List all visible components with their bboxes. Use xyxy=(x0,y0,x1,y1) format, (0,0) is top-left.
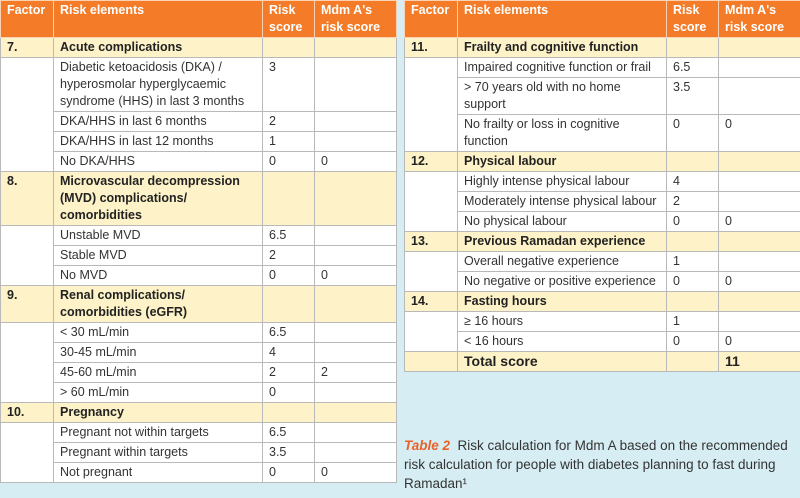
risk-score: 6.5 xyxy=(263,323,315,343)
risk-score: 3 xyxy=(263,58,315,112)
total-cell xyxy=(667,352,719,372)
risk-element: Moderately intense physical labour xyxy=(458,192,667,212)
risk-score: 6.5 xyxy=(263,226,315,246)
mdm-risk-score: 0 xyxy=(719,272,800,292)
section-mdm-cell xyxy=(719,292,800,312)
risk-element: No DKA/HHS xyxy=(54,152,263,172)
risk-element: Stable MVD xyxy=(54,246,263,266)
risk-score: 0 xyxy=(263,152,315,172)
mdm-risk-score xyxy=(315,443,397,463)
risk-score: 0 xyxy=(263,463,315,483)
factor-spacer xyxy=(405,312,458,352)
header-factor: Factor xyxy=(1,1,54,38)
total-value: 11 xyxy=(719,352,800,372)
table-row xyxy=(405,312,800,332)
risk-score: 2 xyxy=(263,246,315,266)
mdm-risk-score: 2 xyxy=(315,363,397,383)
header-mdm-score: Mdm A's risk score xyxy=(315,1,397,38)
risk-table-left xyxy=(0,0,397,483)
header-factor: Factor xyxy=(405,1,458,38)
risk-score: 4 xyxy=(263,343,315,363)
risk-element: No physical labour xyxy=(458,212,667,232)
risk-element: No frailty or loss in cognitive function xyxy=(458,115,667,152)
factor-spacer xyxy=(1,226,54,286)
factor-number: 13. xyxy=(405,232,458,252)
section-row xyxy=(405,152,800,172)
section-mdm-cell xyxy=(719,38,800,58)
risk-score: 0 xyxy=(667,332,719,352)
section-title: Microvascular decompression (MVD) complications/ comorbidities xyxy=(54,172,263,226)
caption-title: Table 2 xyxy=(404,438,451,453)
risk-score: 1 xyxy=(667,252,719,272)
table-row xyxy=(1,112,397,132)
section-score-cell xyxy=(263,403,315,423)
mdm-risk-score xyxy=(719,192,800,212)
header-risk-score: Risk score xyxy=(263,1,315,38)
table-row xyxy=(1,423,397,443)
risk-element: < 16 hours xyxy=(458,332,667,352)
section-score-cell xyxy=(667,152,719,172)
risk-element: DKA/HHS in last 6 months xyxy=(54,112,263,132)
section-score-cell xyxy=(263,172,315,226)
section-title: Physical labour xyxy=(458,152,667,172)
header-row xyxy=(405,1,800,38)
section-title: Previous Ramadan experience xyxy=(458,232,667,252)
factor-spacer xyxy=(405,58,458,152)
table-row xyxy=(1,226,397,246)
section-mdm-cell xyxy=(315,286,397,323)
total-row xyxy=(405,352,800,372)
risk-score: 6.5 xyxy=(263,423,315,443)
risk-element: Not pregnant xyxy=(54,463,263,483)
total-label: Total score xyxy=(458,352,667,372)
risk-score: 3.5 xyxy=(263,443,315,463)
factor-number: 12. xyxy=(405,152,458,172)
risk-element: > 60 mL/min xyxy=(54,383,263,403)
section-row xyxy=(405,292,800,312)
table-row xyxy=(1,363,397,383)
header-row xyxy=(1,1,397,38)
header-mdm-score: Mdm A's risk score xyxy=(719,1,800,38)
risk-element: 30-45 mL/min xyxy=(54,343,263,363)
risk-element: Pregnant within targets xyxy=(54,443,263,463)
factor-spacer xyxy=(1,58,54,172)
mdm-risk-score: 0 xyxy=(315,463,397,483)
table-row xyxy=(405,192,800,212)
factor-number: 14. xyxy=(405,292,458,312)
table-row xyxy=(1,246,397,266)
risk-score: 3.5 xyxy=(667,78,719,115)
section-row xyxy=(1,172,397,226)
header-risk-score: Risk score xyxy=(667,1,719,38)
mdm-risk-score xyxy=(719,58,800,78)
risk-score: 1 xyxy=(667,312,719,332)
table-row xyxy=(1,152,397,172)
risk-score: 6.5 xyxy=(667,58,719,78)
table-row xyxy=(1,323,397,343)
risk-element: Highly intense physical labour xyxy=(458,172,667,192)
section-mdm-cell xyxy=(315,403,397,423)
section-row xyxy=(1,286,397,323)
section-score-cell xyxy=(667,38,719,58)
mdm-risk-score xyxy=(315,383,397,403)
section-mdm-cell xyxy=(719,152,800,172)
factor-number: 9. xyxy=(1,286,54,323)
mdm-risk-score xyxy=(315,226,397,246)
table-caption xyxy=(404,436,792,493)
mdm-risk-score: 0 xyxy=(719,332,800,352)
section-title: Renal complications/ comorbidities (eGFR) xyxy=(54,286,263,323)
section-row xyxy=(1,403,397,423)
table-row xyxy=(1,266,397,286)
mdm-risk-score: 0 xyxy=(315,266,397,286)
risk-score: 0 xyxy=(263,266,315,286)
factor-number: 7. xyxy=(1,38,54,58)
section-mdm-cell xyxy=(719,232,800,252)
mdm-risk-score xyxy=(315,323,397,343)
risk-element: Diabetic ketoacidosis (DKA) / hyperosmolar hyperglycaemic syndrome (HHS) in last 3 months xyxy=(54,58,263,112)
risk-score: 4 xyxy=(667,172,719,192)
risk-element: > 70 years old with no home support xyxy=(458,78,667,115)
mdm-risk-score xyxy=(719,312,800,332)
table-row xyxy=(405,115,800,152)
mdm-risk-score xyxy=(315,343,397,363)
section-score-cell xyxy=(667,232,719,252)
table-row xyxy=(1,443,397,463)
section-score-cell xyxy=(263,38,315,58)
risk-score: 0 xyxy=(667,115,719,152)
table-row xyxy=(1,343,397,363)
section-title: Frailty and cognitive function xyxy=(458,38,667,58)
factor-spacer xyxy=(405,252,458,292)
factor-spacer xyxy=(405,172,458,232)
header-risk-elements: Risk elements xyxy=(54,1,263,38)
risk-score: 0 xyxy=(263,383,315,403)
factor-spacer xyxy=(1,323,54,403)
risk-table-right xyxy=(404,0,800,372)
factor-number: 11. xyxy=(405,38,458,58)
caption-text: Risk calculation for Mdm A based on the recommended risk calculation for people with diabetes planning to fast during Ramadan¹ xyxy=(404,438,788,491)
risk-score: 0 xyxy=(667,272,719,292)
risk-element: ≥ 16 hours xyxy=(458,312,667,332)
risk-score: 0 xyxy=(667,212,719,232)
mdm-risk-score: 0 xyxy=(719,115,800,152)
table-row xyxy=(1,132,397,152)
table-row xyxy=(405,252,800,272)
risk-element: 45-60 mL/min xyxy=(54,363,263,383)
section-score-cell xyxy=(667,292,719,312)
factor-number: 10. xyxy=(1,403,54,423)
risk-score: 2 xyxy=(263,112,315,132)
section-row xyxy=(405,232,800,252)
risk-element: No negative or positive experience xyxy=(458,272,667,292)
table-row xyxy=(1,463,397,483)
left-body xyxy=(1,38,397,483)
mdm-risk-score xyxy=(719,78,800,115)
factor-spacer xyxy=(1,423,54,483)
section-title: Pregnancy xyxy=(54,403,263,423)
risk-element: No MVD xyxy=(54,266,263,286)
factor-number: 8. xyxy=(1,172,54,226)
table-row xyxy=(405,78,800,115)
section-title: Acute complications xyxy=(54,38,263,58)
table-row xyxy=(405,332,800,352)
mdm-risk-score xyxy=(315,112,397,132)
section-mdm-cell xyxy=(315,172,397,226)
table-row xyxy=(405,58,800,78)
mdm-risk-score: 0 xyxy=(719,212,800,232)
total-cell xyxy=(405,352,458,372)
right-body xyxy=(405,38,800,372)
header-risk-elements: Risk elements xyxy=(458,1,667,38)
table-row xyxy=(1,383,397,403)
mdm-risk-score: 0 xyxy=(315,152,397,172)
mdm-risk-score xyxy=(315,58,397,112)
table-row xyxy=(405,212,800,232)
section-mdm-cell xyxy=(315,38,397,58)
section-score-cell xyxy=(263,286,315,323)
risk-element: DKA/HHS in last 12 months xyxy=(54,132,263,152)
mdm-risk-score xyxy=(315,246,397,266)
risk-element: Pregnant not within targets xyxy=(54,423,263,443)
mdm-risk-score xyxy=(315,423,397,443)
risk-element: < 30 mL/min xyxy=(54,323,263,343)
risk-score: 1 xyxy=(263,132,315,152)
section-title: Fasting hours xyxy=(458,292,667,312)
mdm-risk-score xyxy=(719,172,800,192)
risk-score: 2 xyxy=(263,363,315,383)
risk-element: Unstable MVD xyxy=(54,226,263,246)
section-row xyxy=(1,38,397,58)
table-row xyxy=(405,172,800,192)
mdm-risk-score xyxy=(719,252,800,272)
section-row xyxy=(405,38,800,58)
mdm-risk-score xyxy=(315,132,397,152)
table-row xyxy=(405,272,800,292)
risk-element: Overall negative experience xyxy=(458,252,667,272)
risk-score: 2 xyxy=(667,192,719,212)
risk-element: Impaired cognitive function or frail xyxy=(458,58,667,78)
table-row xyxy=(1,58,397,112)
